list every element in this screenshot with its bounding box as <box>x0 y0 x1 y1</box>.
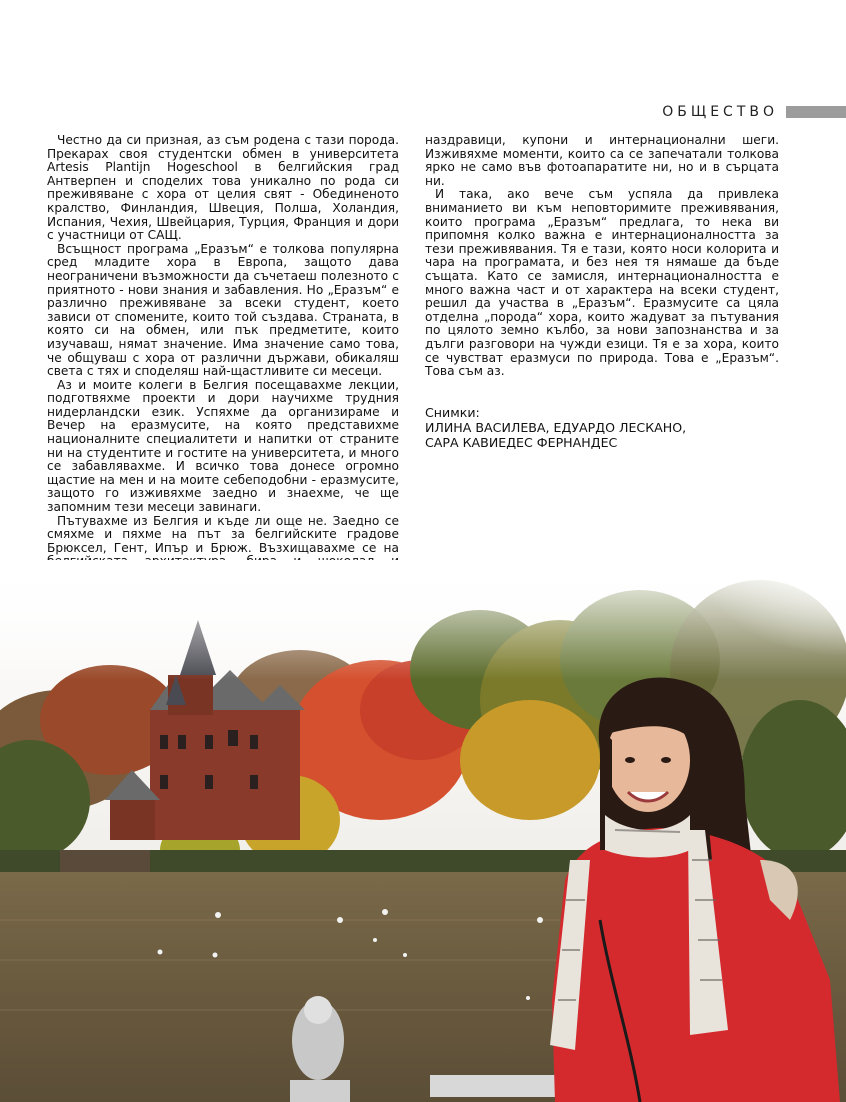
photo-credits <box>425 405 686 450</box>
photo <box>0 560 846 1102</box>
article-paragraph: наздравици, купони и интернационални шеги. Изживяхме моменти, които са се запечатали толкова ярко не само във фотоапаратите ни, но и в сърцата ни. <box>425 133 779 188</box>
section-bar <box>786 106 846 118</box>
article-paragraph: Пътувахме из Белгия и къде ли още не. Заедно се смяхме и пяхме на път за белгийските градове Брюксел, Гент, Ипър и Брюж. Възхищавахме се на <box>47 513 399 555</box>
credits-line: САРА КАВИЕДЕС ФЕРНАНДЕС <box>425 435 618 450</box>
article-paragraph: Честно да си призная, аз съм родена с тази порода. Прекарах своя студентски обмен в университета Artesis Plantijn Hogeschool в белгийския град Антверпен и споделих това уникално по рода си преживяване с хора от целия свят - Обединеното кралство, Финландия, Швеция, Полша, Холандия, Испания, Чехия, Швейцария, Турция, Франция и дори с участници от САЩ. <box>47 133 399 243</box>
credits-label: Снимки: <box>425 405 480 420</box>
article-paragraph: Аз и моите колеги в Белгия посещавахме лекции, подготвяхме проекти и дори научихме трудния нидерландски език. Успяхме да организираме и Вечер на еразмусите, на която представихме националните специалитети и напитки от страните ни на студентите и гостите на университета, и много се забавлявахме. И всичко това донесе огромно щастие на мен и на моите себеподобни - еразмусите, защото го изживяхме заедно и знаехме, че ще запомним тези месеци завинаги. <box>47 377 399 515</box>
article-paragraph: И така, ако вече съм успяла да привлека вниманието ви към неповторимите преживявания, които програма „Еразъм“ предлага, то нека ви припомня колко важна е интернационалността за тези преживявания. Тя е тази, която носи колорита и чара на програмата, и без нея тя нямаше да бъде същата. Като се замисля, интернационалността е много важна част и от характера на всеки студент, решил да участва в „Еразъм“. Еразмусите са цяла отделна „порода“ хора, които жадуват за пътувания по цялото земно кълбо, за нови запознанства и за дълги разговори на чужди езици. Тя е за хора, които се чувстват еразмуси по природа. Това е „Еразъм“. Това съм аз. <box>425 187 779 379</box>
credits-line: ИЛИНА ВАСИЛЕВА, ЕДУАРДО ЛЕСКАНО, <box>425 420 687 435</box>
section-header <box>662 104 846 120</box>
article-column-right <box>425 134 779 379</box>
article-paragraph: Всъщност програма „Еразъм“ е толкова популярна сред младите хора в Европа, защото дава неограничени възможности да съчетаеш полезното с приятното - нови знания и забавления. Но „Еразъм“ е различно преживяване за всеки студент, което зависи от спомените, които той създава. Страната, в която си на обмен, или пък предметите, които изучаваш, нямат значение. Има значение само това, че общуваш с хора от различни държави, обикаляш света с тях и споделяш най-щастливите си месеци. <box>47 241 399 379</box>
section-title: ОБЩЕСТВО <box>662 104 778 120</box>
